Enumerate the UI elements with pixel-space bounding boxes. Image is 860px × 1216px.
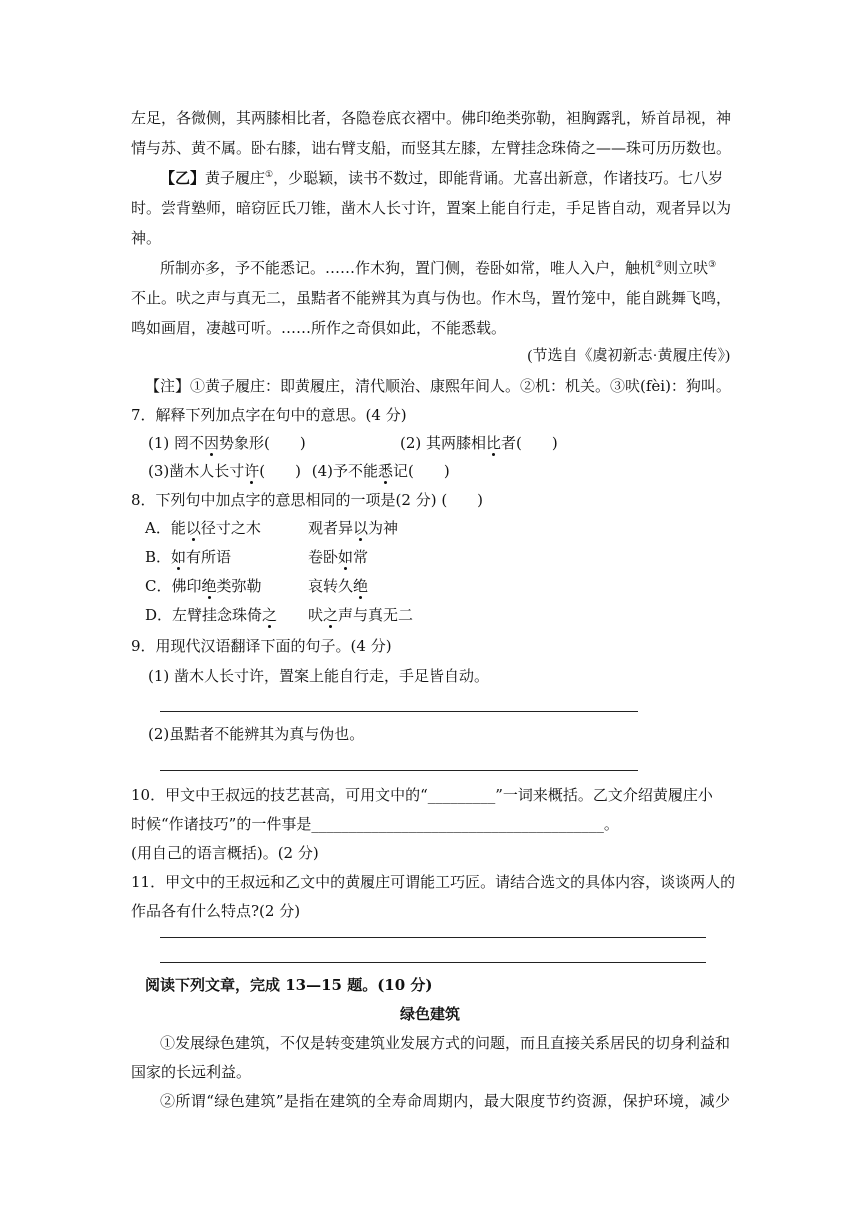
passage-jia-line: 左足，各微侧，其两膝相比者，各隐卷底衣褶中。佛印绝类弥勒，袒胸露乳，矫首昂视，神 — [131, 109, 732, 127]
footnote-marker: ② — [655, 260, 664, 270]
footnotes: 【注】①黄子履庄：即黄履庄，清代顺治、康熙年间人。②机：机关。③吠(fèi)：狗叫。 — [145, 377, 731, 395]
passage-text: 则立吠 — [663, 259, 709, 277]
option-label: D． — [145, 606, 173, 624]
question-8-stem: 8．下列句中加点字的意思相同的一项是(2 分) ( ) — [131, 491, 484, 509]
question-9-stem: 9．用现代汉语翻译下面的句子。(4 分) — [131, 637, 392, 655]
article-title: 绿色建筑 — [399, 1005, 460, 1023]
text: (3)凿木人长寸 — [148, 462, 245, 480]
dotted-char: 之 — [262, 606, 278, 624]
q7-item-1 — [148, 433, 306, 453]
footnote-marker: ① — [265, 170, 274, 180]
q8-option-c — [145, 576, 262, 596]
dotted-char: 以 — [353, 519, 369, 537]
article-paragraph-line: ②所谓“绿色建筑”是指在建筑的全寿命周期内，最大限度节约资源，保护环境，减少 — [160, 1092, 730, 1110]
text: 常 — [353, 548, 369, 566]
passage-yi-label: 【乙】 — [160, 169, 206, 187]
passage-yi-line — [160, 258, 716, 278]
passage-text: 黄子履庄 — [205, 169, 266, 187]
q8-option-a — [145, 518, 261, 538]
passage-text: 所制亦多，予不能悉记。……作木狗，置门侧，卷卧如常，唯人入户，触机 — [160, 259, 656, 277]
q7-items-3-4 — [148, 461, 450, 481]
question-10-line: 10．甲文中王叔远的技艺甚高，可用文中的“_________”一词来概括。乙文介绍黄履庄小 — [131, 786, 713, 804]
q7-item-2 — [400, 433, 558, 453]
passage-source: (节选自《虞初新志·黄履庄传》) — [527, 348, 730, 364]
dotted-char: 因 — [204, 434, 220, 452]
text: 者( ) — [501, 434, 558, 452]
option-label: B． — [145, 548, 172, 566]
answer-line[interactable] — [160, 937, 706, 938]
dotted-char: 之 — [323, 606, 339, 624]
question-11-line: 11．甲文中的王叔远和乙文中的黄履庄可谓能工巧匠。请结合选文的具体内容，谈谈两人的 — [131, 873, 736, 891]
text: 有所语 — [186, 548, 232, 566]
passage-yi-line: 不止。吠之声与真无二，虽黠者不能辨其为真与伪也。作木鸟，置竹笼中，能自跳舞飞鸣， — [131, 289, 732, 307]
q9-sentence-2: (2)虽黠者不能辨其为真与伪也。 — [148, 725, 365, 743]
dotted-char: 许 — [244, 462, 260, 480]
text: 能 — [170, 519, 186, 537]
text: 类弥勒 — [216, 577, 262, 595]
text: 径寸之木 — [200, 519, 261, 537]
text: 观者异 — [308, 519, 354, 537]
dotted-char: 如 — [338, 548, 354, 566]
text: (2) 其两膝相 — [400, 434, 487, 452]
dotted-char: 悉 — [378, 462, 394, 480]
question-7-stem: 7．解释下列加点字在句中的意思。(4 分) — [131, 406, 407, 424]
q8-option-d-second — [308, 605, 413, 625]
answer-line[interactable] — [160, 962, 706, 963]
dotted-char: 绝 — [201, 577, 217, 595]
text: 吠 — [308, 606, 324, 624]
q9-sentence-1: (1) 凿木人长寸许，置案上能自行走，手足皆自动。 — [148, 667, 490, 685]
q8-option-c-second — [308, 576, 368, 596]
text: 记( ) — [393, 462, 450, 480]
passage-yi-line: 鸣如画眉，凄越可听。……所作之奇俱如此，不能悉载。 — [131, 319, 507, 337]
q8-option-b — [145, 547, 231, 567]
passage-yi-line: 神。 — [131, 229, 162, 247]
dotted-char: 绝 — [353, 577, 369, 595]
passage-jia-line: 情与苏、黄不属。卧右膝，诎右臂支船，而竖其左膝，左臂挂念珠倚之——珠可历历数也。 — [131, 139, 732, 157]
q8-option-a-second — [308, 518, 398, 538]
text: 声与真无二 — [338, 606, 414, 624]
article-paragraph-line: 国家的长远利益。 — [131, 1063, 252, 1081]
passage-yi-line — [160, 168, 723, 188]
text: ( ) — [259, 462, 301, 480]
text: (4)予不能 — [311, 462, 379, 480]
question-11-line: 作品各有什么特点?(2 分) — [131, 902, 301, 920]
text: 卷卧 — [308, 548, 339, 566]
text: (1) 罔不 — [148, 434, 205, 452]
q8-option-b-second — [308, 547, 368, 567]
question-10-line: 时候“作诸技巧”的一件事是_______________________________________。 — [131, 815, 619, 833]
answer-line[interactable] — [160, 770, 638, 771]
text: 为神 — [368, 519, 399, 537]
option-label: A． — [145, 519, 171, 537]
footnote-marker: ③ — [708, 260, 717, 270]
passage-yi-line: 时。尝背塾师，暗窃匠氏刀锥，凿木人长寸许，置案上能自行走，手足皆自动，观者异以为 — [131, 199, 732, 217]
q8-option-d — [145, 605, 277, 625]
text: 势象形( ) — [219, 434, 306, 452]
answer-line[interactable] — [160, 711, 638, 712]
text: 左臂挂念珠倚 — [172, 606, 263, 624]
dotted-char: 比 — [486, 434, 502, 452]
article-paragraph-line: ①发展绿色建筑，不仅是转变建筑业发展方式的问题，而且直接关系居民的切身利益和 — [160, 1034, 731, 1052]
option-label: C． — [145, 577, 172, 595]
section-instruction: 阅读下列文章，完成 13—15 题。(10 分) — [145, 976, 433, 994]
dotted-char: 以 — [185, 519, 201, 537]
text: 哀转久 — [308, 577, 354, 595]
dotted-char: 如 — [171, 548, 187, 566]
passage-text: ，少聪颖，读书不数过，即能背诵。尤喜出新意，作诸技巧。七八岁 — [273, 169, 724, 187]
question-10-line: (用自己的语言概括)。(2 分) — [131, 844, 319, 862]
text: 佛印 — [171, 577, 202, 595]
